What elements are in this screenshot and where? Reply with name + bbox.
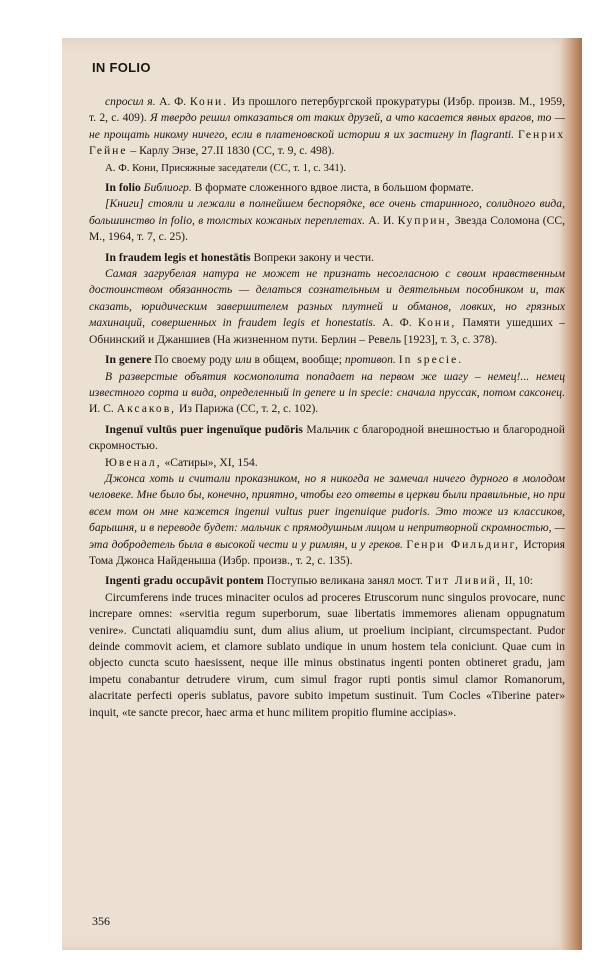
text-run: в общем, вообще; (251, 353, 345, 367)
text-run: Из Парижа (СС, т. 2, с. 102). (176, 402, 319, 416)
paragraph-p6 (89, 266, 565, 348)
text-run: [Книги] стояли и лежали в полнейшем беспорядке, все очень старинного, солидного вида, большинство in folio, в толстых кожаных переплетах. (89, 197, 565, 227)
paragraph-p1 (89, 94, 565, 160)
paragraph-p12 (89, 573, 565, 589)
text-run: In specie. (398, 353, 464, 367)
text-run: Библиогр. (143, 181, 192, 195)
paragraph-p11 (89, 471, 565, 569)
text-run: Ювенал, (105, 455, 162, 469)
text-run: In genere (105, 353, 152, 367)
paragraph-p9 (89, 422, 565, 455)
text-run: in flagranti. (457, 127, 515, 141)
text-run: Из прошлого петербургской прокуратуры (Избр. произв. М., 1959, т. 2, с. 409). (89, 95, 565, 125)
text-run: Куприн, (397, 213, 452, 227)
paragraph-p5 (89, 250, 565, 266)
text-run: А. Ф. (155, 95, 190, 108)
paragraph-p13 (89, 590, 565, 721)
text-run: В формате сложенного вдвое листа, в большом формате. (191, 181, 474, 195)
text-run: Тит Ливий, (425, 574, 502, 588)
text-run: Поступью великана занял мост. (263, 574, 426, 588)
text-run: Я твердо решил отказаться от таких друзей, а что касается явных врагов, то — не прощать никому ничего, если в платеновской истории я их застигну (89, 111, 565, 141)
text-run: Кони. (189, 95, 229, 108)
paragraph-p8 (89, 369, 565, 418)
text-run: Аксаков, (116, 402, 177, 416)
text-run: И. С. (89, 402, 117, 416)
text-run: Памяти ушедших – Обнинский и Джаншиев (На жизненном пути. Берлин – Ревель [1923], т. 3, с. 378). (89, 316, 565, 346)
page-body (89, 94, 565, 721)
paragraph-p10 (89, 455, 565, 471)
text-run: Джонса хоть и считали проказником, но я никогда не замечал ничего дурного в молодом человеке. Мне было бы, конечно, приятно, чтобы его ответы в церкви были правильные, но при всем том он мне кажется ingenui vultus puer ingenuique pudoris. Это тоже из классиков, барышня, и в переводе будет: мальчик с прямодушным лицом и непритворной скромностью, — эта добродетель была в высокой чести и у римлян, и у греков. (89, 471, 565, 551)
text-run: По своему роду (151, 353, 235, 367)
text-run: II, 10: (501, 574, 533, 588)
book-page (62, 38, 582, 950)
text-run: или (234, 353, 252, 367)
text-run: А. Ф. Кони, Присяжные заседатели (СС, т. 1, с. 341). (105, 161, 347, 174)
text-run: «Сатиры», XI, 154. (161, 455, 258, 469)
paragraph-p4 (89, 196, 565, 245)
text-run: Circumferens inde truces minaciter oculos ad proceres Etruscorum nunc singulos provocare, nunc increpare omnes: «servitia regum superborum, suae libertatis immemores alienam oppugnatum venire». Cunctati aliquamdiu sunt, dum alius alium, ut proelium incipiant, circumspectant. Pudor deinde commovit aciem, et clamore sublato undique in unum hostem tela coniciunt. Quae cum in objecto cuncta scuto haesissent, neque ille minus obstinatus ingenti ponten obtineret gradu, jam impetu conabantur detrudere virum, cum simul fragor rupti pontis simul clamor Romanorum, alacritate perfecti operis sublatus, pavore subito impetum sustinuit. Tum Cocles «Tiberine pater» inquit, «te sancte precor, haec arma et hunc militem propitio flumine accipias». (89, 590, 565, 719)
text-run: In folio (105, 181, 141, 195)
text-run: Мальчик с благородной внешностью и благородной скромностью. (89, 422, 565, 453)
paragraph-p2 (89, 160, 565, 176)
text-run: Вопреки закону и чести. (250, 250, 375, 264)
page-number: 356 (92, 914, 110, 928)
text-run: Генрих Гейне (89, 127, 565, 158)
text-run: История Тома Джонса Найденыша (Избр. произв., т. 2, с. 135). (89, 537, 565, 567)
paragraph-p7 (89, 352, 565, 368)
text-run: В разверстые объятия космополита попадает на первом же шагу – немец!... немец известного сорта и вида, определенный in genere и in specie: сначала пруссак, потом саксонец. (89, 369, 565, 399)
text-run: А. Ф. (375, 316, 418, 330)
running-header: IN FOLIO (92, 60, 151, 75)
text-run: Звезда Соломона (СС, М., 1964, т. 7, с. 25). (89, 213, 565, 244)
text-run: противоп. (344, 353, 396, 367)
text-run: Самая загрубелая натура не может не признать несогласною с своим нравственным достоинством обязанность — делаться сознательным и деятельным пособником и, так сказать, юридическим завершителем разных плутней и обманов, ловких, но грязных махинаций, совершенных in fraudem legis et honestatis. (89, 267, 565, 330)
text-run: А. И. (364, 213, 398, 227)
text-run: Ingenuī vultūs puer ingenuīque pudōris (105, 422, 303, 436)
text-run: Ingenti gradu occupāvit pontem (105, 574, 264, 588)
text-run: In fraudem legis et honestātis (105, 250, 251, 264)
paragraph-p3 (89, 180, 565, 196)
text-run: Кони, (417, 316, 457, 330)
text-run: Генри Фильдинг, (406, 537, 521, 551)
text-run: – Карлу Энзе, 27.II 1830 (СС, т. 9, с. 498). (127, 144, 335, 158)
text-run: спросил я. (105, 95, 156, 108)
